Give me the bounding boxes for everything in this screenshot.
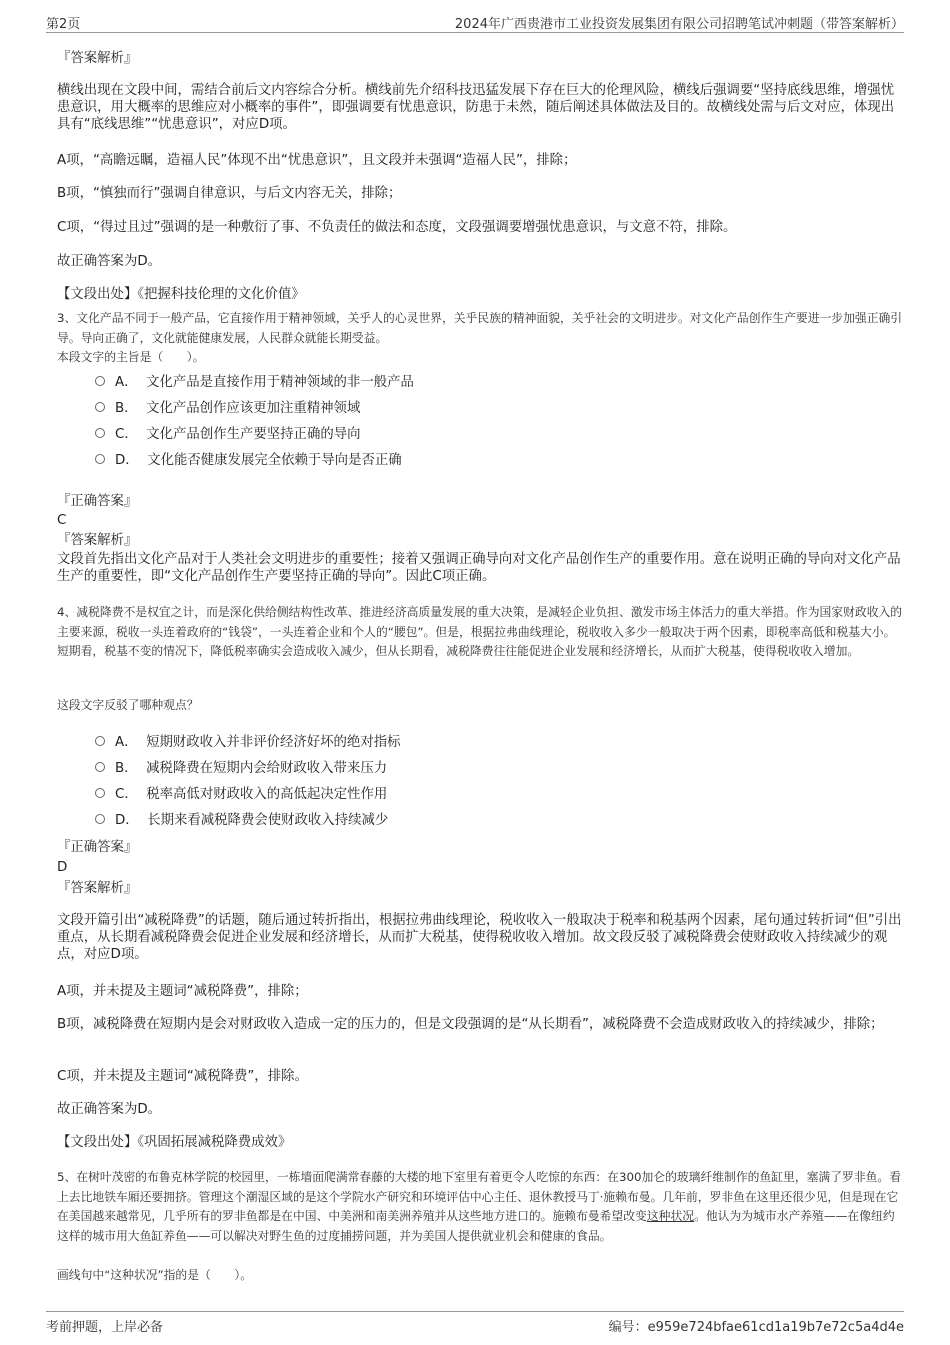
q4-option-a[interactable] bbox=[95, 734, 401, 751]
q5-underlined-phrase: 这种状况 bbox=[646, 1209, 695, 1223]
q2-conclusion: 故正确答案为D。 bbox=[57, 254, 162, 269]
option-letter: B． bbox=[115, 401, 138, 416]
option-letter: D． bbox=[115, 453, 139, 468]
q4-conclusion: 故正确答案为D。 bbox=[57, 1102, 162, 1117]
document-id: 编号：e959e724bfae61cd1a19b7e72c5a4d4e bbox=[608, 1320, 904, 1335]
q4-analysis-label: 『答案解析』 bbox=[57, 881, 138, 896]
q5-stem-before: 5、在树叶茂密的布鲁克林学院的校园里，一栋墙面爬满常春藤的大楼的地下室里有着更令人吃惊的东西：在300加仑的玻璃纤维制作的鱼缸里，塞满了罗非鱼。看上去比地铁车厢还要拥挤。管理这个潮湿区域的是这个学院水产研究和环境评估中心主任、退休教授马丁·施赖布曼。几年前，罗非鱼在这里还很少见，但是现在它在美国越来越常见，几乎所有的罗非鱼都是在中国、中美洲和南美洲养殖并从这些地方进口的。施赖布曼希望改变 bbox=[57, 1170, 902, 1223]
q2-source: 【文段出处】《把握科技伦理的文化价值》 bbox=[57, 287, 305, 302]
q4-option-b-analysis: B项，减税降费在短期内是会对财政收入造成一定的压力的，但是文段强调的是“从长期看”，减税降费不会造成财政收入的持续减少，排除； bbox=[57, 1017, 884, 1032]
q4-source: 【文段出处】《巩固拓展减税降费成效》 bbox=[57, 1135, 292, 1150]
option-text: 文化产品创作生产要坚持正确的导向 bbox=[146, 427, 361, 442]
option-text: 长期来看减税降费会使财政收入持续减少 bbox=[147, 813, 389, 828]
q3-option-c[interactable] bbox=[95, 426, 361, 443]
q4-answer-label: 『正确答案』 bbox=[57, 840, 138, 855]
q3-answer: C bbox=[57, 513, 67, 528]
q3-question: 本段文字的主旨是（ ）。 bbox=[57, 350, 205, 364]
q4-option-d[interactable] bbox=[95, 812, 388, 829]
q2-option-c-analysis: C项，“得过且过”强调的是一种敷衍了事、不负责任的做法和态度，文段强调要增强忧患意识，与文意不符，排除。 bbox=[57, 220, 737, 235]
option-text: 文化能否健康发展完全依赖于导向是否正确 bbox=[147, 453, 402, 468]
radio-icon[interactable] bbox=[95, 762, 105, 772]
q4-question: 这段文字反驳了哪种观点？ bbox=[57, 698, 199, 712]
q3-stem: 3、文化产品不同于一般产品，它直接作用于精神领域，关乎人的心灵世界，关乎民族的精神面貌，关乎社会的文明进步。对文化产品创作生产要进一步加强正确引导。导向正确了，文化就能健康发展，人民群众就能长期受益。 bbox=[57, 311, 903, 345]
q5-stem bbox=[57, 1168, 904, 1246]
q2-option-a-analysis: A项，“高瞻远瞩，造福人民”体现不出“忧患意识”，且文段并未强调“造福人民”，排除； bbox=[57, 153, 577, 168]
option-letter: C． bbox=[115, 427, 138, 442]
q4-analysis-text: 文段开篇引出“减税降费”的话题，随后通过转折指出，根据拉弗曲线理论，税收收入一般取决于税率和税基两个因素，尾句通过转折词“但”引出重点，从长期看减税降费会促进企业发展和经济增长，从而扩大税基，使得税收收入增加。故文段反驳了减税降费会使财政收入持续减少的观点，对应D项。 bbox=[57, 913, 902, 962]
option-letter: C． bbox=[115, 787, 138, 802]
option-text: 短期财政收入并非评价经济好坏的绝对指标 bbox=[146, 735, 401, 750]
option-text: 税率高低对财政收入的高低起决定性作用 bbox=[146, 787, 388, 802]
q3-analysis-text: 文段首先指出文化产品对于人类社会文明进步的重要性；接着又强调正确导向对文化产品创作生产的重要作用。意在说明正确的导向对文化产品生产的重要性，即“文化产品创作生产要坚持正确的导向”。因此C项正确。 bbox=[57, 552, 901, 584]
q5-question: 画线句中“这种状况”指的是（ ）。 bbox=[57, 1268, 253, 1282]
q4-option-b[interactable] bbox=[95, 760, 387, 777]
page-number: 第2页 bbox=[46, 17, 81, 32]
q2-analysis-text: 横线出现在文段中间，需结合前后文内容综合分析。横线前先介绍科技迅猛发展下存在巨大的伦理风险，横线后强调要“坚持底线思维，增强忧患意识，用大概率的思维应对小概率的事件”，即强调要有忧患意识，防患于未然，随后阐述具体做法及目的。故横线处需与后文对应，体现出具有“底线思维”“忧患意识”，对应D项。 bbox=[57, 83, 895, 132]
radio-icon[interactable] bbox=[95, 736, 105, 746]
option-letter: D． bbox=[115, 813, 139, 828]
q4-option-c-analysis: C项，并未提及主题词“减税降费”，排除。 bbox=[57, 1069, 308, 1084]
option-letter: A． bbox=[115, 375, 138, 390]
q4-stem: 4、减税降费不是权宜之计，而是深化供给侧结构性改革、推进经济高质量发展的重大决策，是减轻企业负担、激发市场主体活力的重大举措。作为国家财政收入的主要来源，税收一头连着政府的“钱袋”，一头连着企业和个人的“腰包”。但是，根据拉弗曲线理论，税收收入多少一般取决于两个因素，即税率高低和税基大小。短期看，税基不变的情况下，降低税率确实会造成收入减少，但从长期看，减税降费往往能促进企业发展和经济增长，从而扩大税基，使得税收收入增加。 bbox=[57, 605, 903, 658]
q3-option-a[interactable] bbox=[95, 374, 414, 391]
option-text: 文化产品是直接作用于精神领域的非一般产品 bbox=[146, 375, 414, 390]
option-letter: B． bbox=[115, 761, 138, 776]
radio-icon[interactable] bbox=[95, 402, 105, 412]
document-title: 2024年广西贵港市工业投资发展集团有限公司招聘笔试冲刺题（带答案解析） bbox=[454, 17, 904, 32]
q4-answer: D bbox=[57, 860, 68, 875]
option-letter: A． bbox=[115, 735, 138, 750]
q3-analysis-label: 『答案解析』 bbox=[57, 533, 138, 548]
footer-slogan: 考前押题，上岸必备 bbox=[46, 1320, 164, 1335]
radio-icon[interactable] bbox=[95, 814, 105, 824]
q4-option-c[interactable] bbox=[95, 786, 387, 803]
q5-stem-after: 。他认为为城市水产养殖——在像纽约这样的城市用大鱼缸养鱼——可以解决对野生鱼的过度捕捞问题，并为美国人提供就业机会和健康的食品。 bbox=[57, 1209, 895, 1243]
page-header bbox=[46, 12, 904, 33]
radio-icon[interactable] bbox=[95, 428, 105, 438]
q2-analysis-label: 『答案解析』 bbox=[57, 51, 138, 66]
q3-option-d[interactable] bbox=[95, 452, 402, 469]
radio-icon[interactable] bbox=[95, 454, 105, 464]
page-footer bbox=[46, 1311, 904, 1336]
option-text: 减税降费在短期内会给财政收入带来压力 bbox=[146, 761, 388, 776]
q4-option-a-analysis: A项，并未提及主题词“减税降费”，排除； bbox=[57, 984, 308, 999]
option-text: 文化产品创作应该更加注重精神领域 bbox=[146, 401, 361, 416]
radio-icon[interactable] bbox=[95, 376, 105, 386]
radio-icon[interactable] bbox=[95, 788, 105, 798]
q2-option-b-analysis: B项，“慎独而行”强调自律意识，与后文内容无关，排除； bbox=[57, 186, 402, 201]
q3-answer-label: 『正确答案』 bbox=[57, 494, 138, 509]
q3-option-b[interactable] bbox=[95, 400, 360, 417]
